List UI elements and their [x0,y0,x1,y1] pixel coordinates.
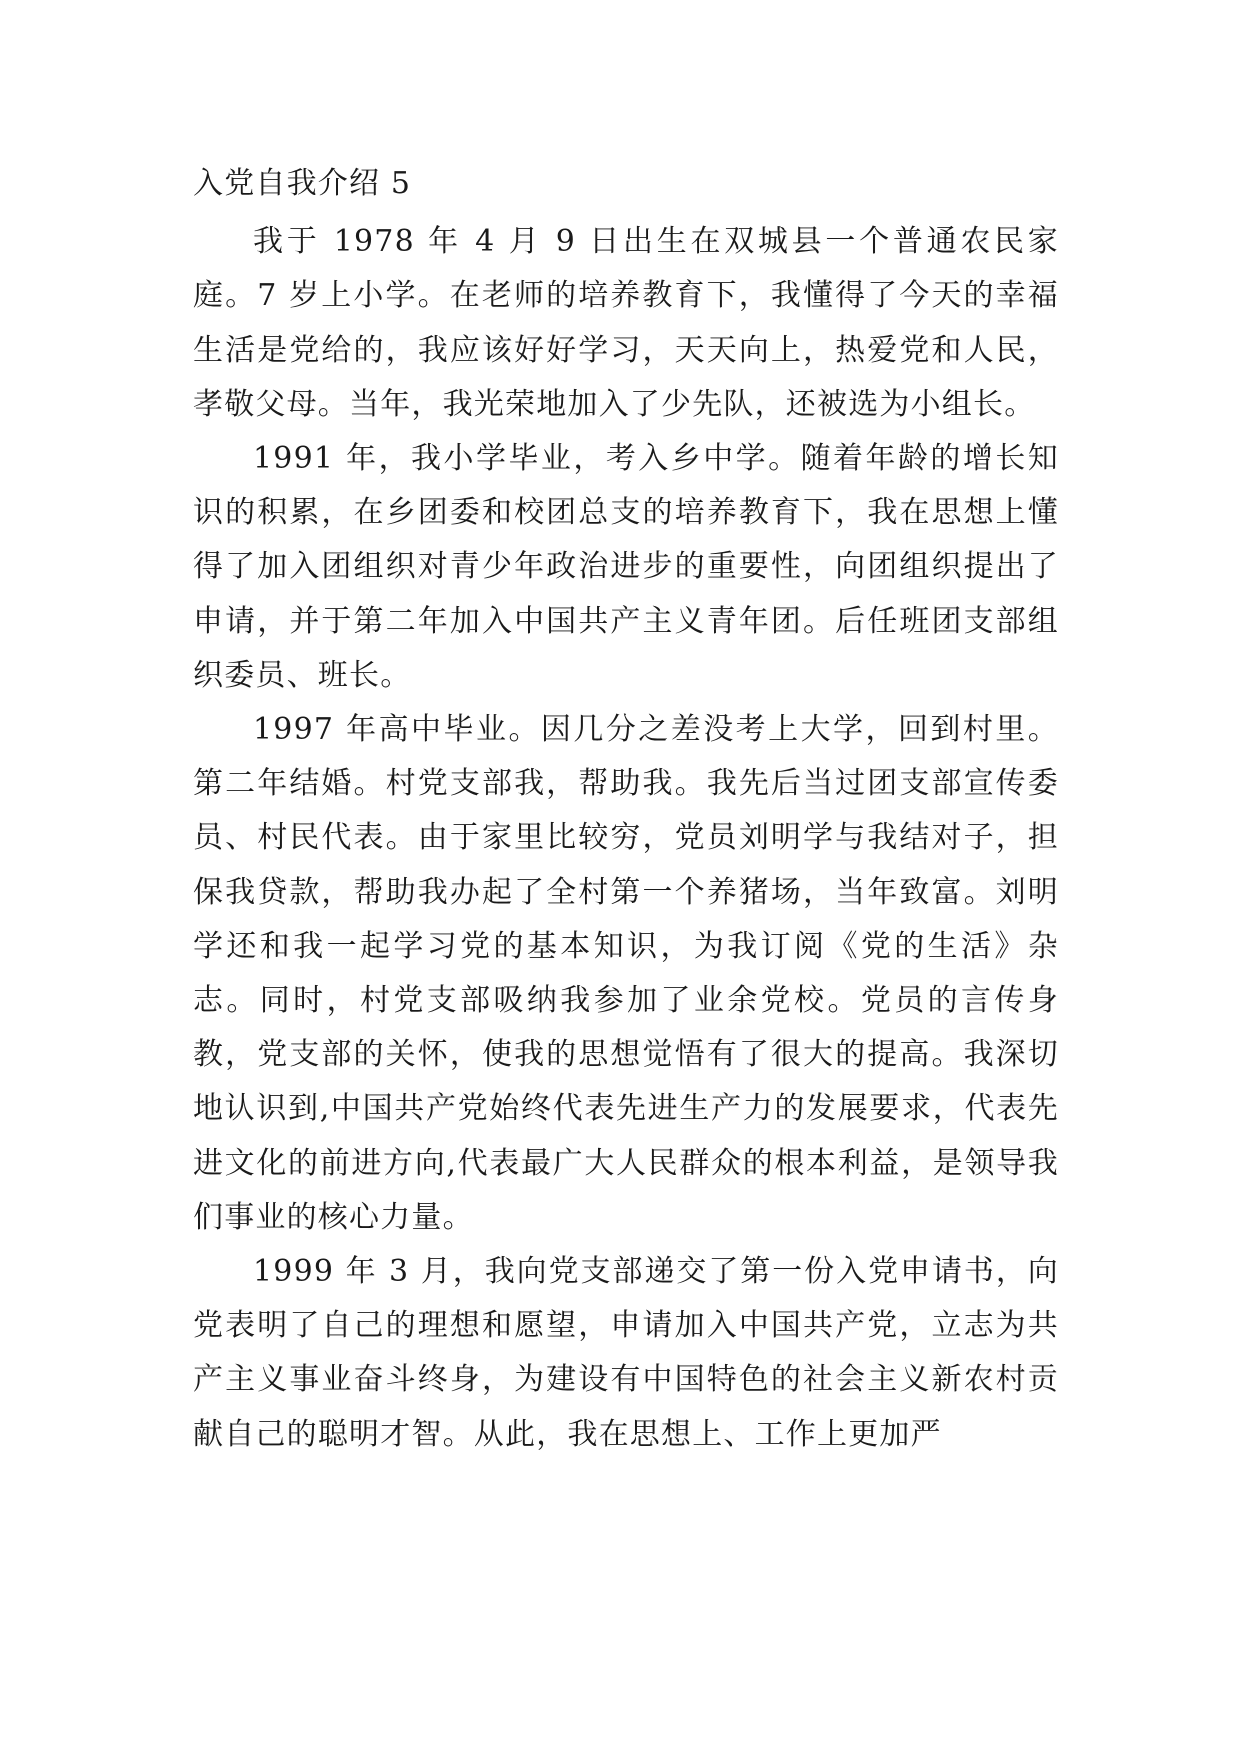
document-body [193,157,1059,1462]
paragraph-3: 1997 年高中毕业。因几分之差没考上大学，回到村里。第二年结婚。村党支部我，帮助我。我先后当过团支部宣传委员、村民代表。由于家里比较穷，党员刘明学与我结对子，担保我贷款，帮助我办起了全村第一个养猪场，当年致富。刘明学还和我一起学习党的基本知识，为我订阅《党的生活》杂志。同时，村党支部吸纳我参加了业余党校。党员的言传身教，党支部的关怀，使我的思想觉悟有了很大的提高。我深切地认识到,中国共产党始终代表先进生产力的发展要求，代表先进文化的前进方向,代表最广大人民群众的根本利益，是领导我们事业的核心力量。 [193,712,1059,1235]
paragraph-4: 1999 年 3 月，我向党支部递交了第一份入党申请书，向党表明了自己的理想和愿望，申请加入中国共产党，立志为共产主义事业奋斗终身，为建设有中国特色的社会主义新农村贡献自己的聪明才智。从此，我在思想上、工作上更加严 [193,1254,1059,1452]
document-title: 入党自我介绍 5 [193,166,412,201]
paragraph-1: 我于 1978 年 4 月 9 日出生在双城县一个普通农民家庭。7 岁上小学。在老师的培养教育下，我懂得了今天的幸福生活是党给的，我应该好好学习，天天向上，热爱党和人民，孝敬父母。当年，我光荣地加入了少先队，还被选为小组长。 [193,224,1059,422]
paragraph-2: 1991 年，我小学毕业，考入乡中学。随着年龄的增长知识的积累，在乡团委和校团总支的培养教育下，我在思想上懂得了加入团组织对青少年政治进步的重要性，向团组织提出了申请，并于第二年加入中国共产主义青年团。后任班团支部组织委员、班长。 [193,441,1059,693]
